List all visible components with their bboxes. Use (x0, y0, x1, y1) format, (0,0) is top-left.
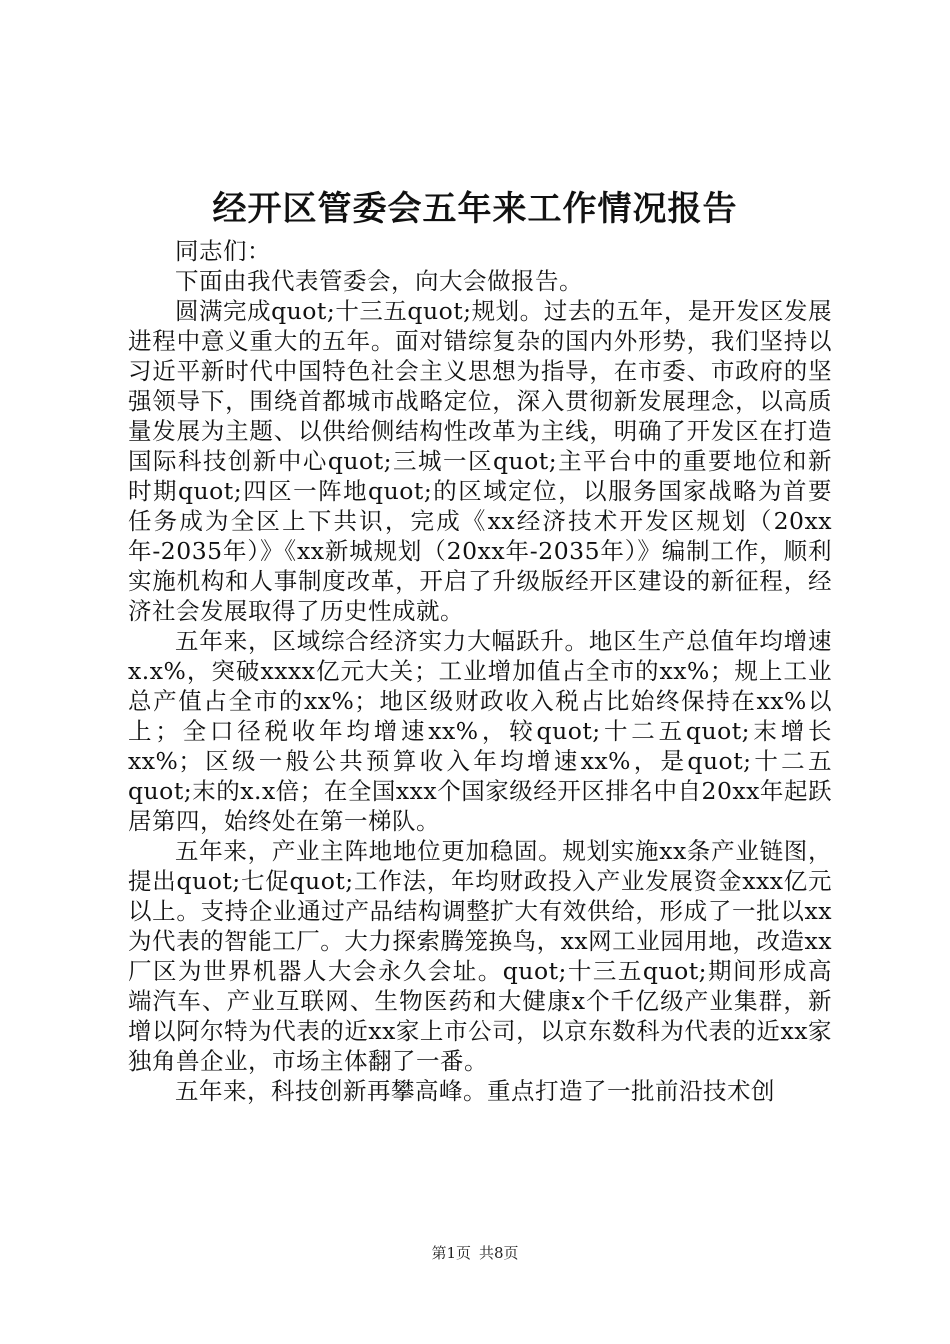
document-title: 经开区管委会五年来工作情况报告 (212, 189, 738, 229)
page-footer (0, 1243, 950, 1263)
paragraph-salutation: 同志们： (175, 237, 271, 265)
document-body (128, 236, 832, 1106)
paragraph-innovation: 五年来，科技创新再攀高峰。重点打造了一批前沿技术创 (175, 1077, 775, 1105)
paragraph-plan-summary: 圆满完成quot;十三五quot;规划。过去的五年，是开发区发展进程中意义重大的五年。面对错综复杂的国内外形势，我们坚持以习近平新时代中国特色社会主义思想为指导，在市委、市政府的坚强领导下，围绕首都城市战略定位，深入贯彻新发展理念，以高质量发展为主题、以供给侧结构性改革为主线，明确了开发区在打造国际科技创新中心quot;三城一区quot;主平台中的重要地位和新时期quot;四区一阵地quot;的区域定位，以服务国家战略为首要任务成为全区上下共识，完成《xx经济技术开发区规划（20xx年-2035年）》《xx新城规划（20xx年-2035年）》编制工作，顺利实施机构和人事制度改革，开启了升级版经开区建设的新征程，经济社会发展取得了历史性成就。 (128, 297, 832, 625)
page-number: 第1页 (431, 1244, 471, 1262)
paragraph-intro: 下面由我代表管委会，向大会做报告。 (175, 267, 583, 295)
paragraph-economy: 五年来，区域综合经济实力大幅跃升。地区生产总值年均增速x.x%，突破xxxx亿元大关；工业增加值占全市的xx%；规上工业总产值占全市的xx%；地区级财政收入税占比始终保持在xx%以上；全口径税收年均增速xx%，较quot;十二五quot;末增长xx%；区级一般公共预算收入年均增速xx%，是quot;十二五quot;末的x.x倍；在全国xxx个国家级经开区排名中自20xx年起跃居第四，始终处在第一梯队。 (128, 627, 832, 835)
page-total: 共8页 (479, 1244, 519, 1262)
paragraph-industry: 五年来，产业主阵地地位更加稳固。规划实施xx条产业链图，提出quot;七促quot;工作法，年均财政投入产业发展资金xxx亿元以上。支持企业通过产品结构调整扩大有效供给，形成了一批以xx为代表的智能工厂。大力探索腾笼换鸟，xx网工业园用地，改造xx厂区为世界机器人大会永久会址。quot;十三五quot;期间形成高端汽车、产业互联网、生物医药和大健康x个千亿级产业集群，新增以阿尔特为代表的近xx家上市公司，以京东数科为代表的近xx家独角兽企业，市场主体翻了一番。 (128, 837, 832, 1075)
